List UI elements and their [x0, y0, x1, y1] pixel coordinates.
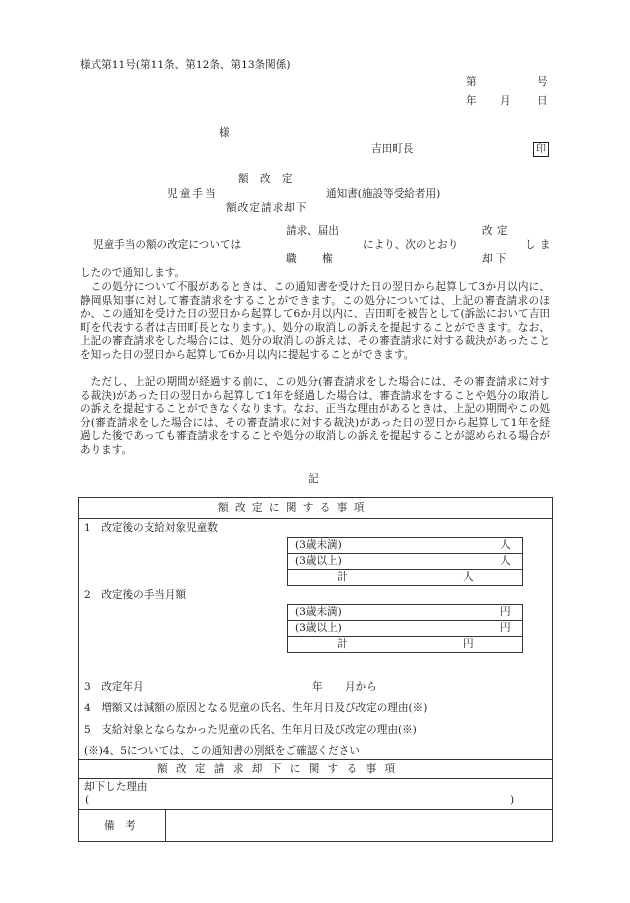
children-total-unit: 人 — [463, 571, 474, 583]
table-line — [287, 636, 523, 637]
section2-header: 額 改 定 請 求 却 下 に 関 す る 事 項 — [157, 763, 396, 775]
date-day: 日 — [537, 95, 548, 107]
table-line — [78, 778, 553, 779]
amount-under3-label: (3歳未満) — [295, 606, 342, 618]
children-over3-unit: 人 — [500, 555, 511, 567]
table-line — [78, 518, 553, 519]
paren-open: ( — [85, 794, 90, 806]
table-line — [287, 620, 523, 621]
table-line — [287, 569, 523, 570]
table-line — [78, 809, 553, 810]
remarks-label: 備 考 — [104, 820, 136, 832]
item3-year: 年 — [312, 681, 323, 693]
item3-month: 月から — [345, 681, 377, 693]
amount-under3-unit: 円 — [500, 606, 511, 618]
children-total-label: 計 — [337, 571, 348, 583]
intro-middle: により、次のとおり — [363, 239, 459, 251]
amount-over3-label: (3歳以上) — [295, 622, 342, 634]
title-line3: 額改定請求却下 — [226, 202, 308, 214]
body-paragraph-2: ただし、上記の期間が経過する前に、この処分(審査請求をした場合には、その審査請求に対する裁決)があった日の翌日から起算して1年を経過した場合は、審査請求をすることや処分の取消しの訴えを提起することができなくなります。なお、正当な理由があるときは、上記の期間やこの処分(審査請求をした場合には、その審査請求に対する裁決)があった日の翌日から起算して1年を経過した後であっても審査請求をすることや処分の取消しの訴えを提起することが認められる場合があります。 — [80, 376, 550, 456]
intro-bottom-middle-2: 権 — [322, 253, 333, 265]
intro-left: 児童手当の額の改定については — [93, 239, 242, 251]
item3-label: 3 改定年月 — [84, 681, 144, 693]
section1-header: 額 改 定 に 関 す る 事 項 — [218, 502, 365, 514]
children-under3-label: (3歳未満) — [295, 539, 342, 551]
table-line — [287, 553, 523, 554]
intro-right-top: しま — [525, 239, 555, 251]
seal-mark: 印 — [533, 142, 549, 157]
title-line2-right: 通知書(施設等受給者用) — [326, 188, 441, 200]
table-line — [165, 809, 166, 842]
table-line — [78, 759, 553, 760]
intro-bottom-right: 却下 — [482, 253, 510, 265]
form-number: 様式第11号(第11条、第12条、第13条関係) — [80, 59, 291, 71]
paren-close: ) — [510, 794, 515, 806]
title-line2-left: 児童手当 — [167, 188, 218, 200]
reject-reason-label: 却下した理由 — [84, 781, 148, 793]
date-month: 月 — [500, 95, 511, 107]
amount-over3-unit: 円 — [500, 622, 511, 634]
issuer-name: 吉田町長 — [371, 143, 414, 155]
number-label: 第 — [466, 76, 477, 88]
body-paragraph-1: この処分について不服があるときは、この通知書を受けた日の翌日から起算して3か月以内に、静岡県知事に対して審査請求をすることができます。この処分については、上記の審査請求のほか、この通知を受けた日の翌日から起算して6か月以内に、吉田町を被告として(訴訟において吉田町を代表する者は吉田町長となります。)、処分の取消しの訴えを提起することができます。なお、上記の審査請求をした場合には、処分の取消しの訴えは、その審査請求に対する裁決があったことを知った日の翌日から起算して6か月以内に提起することができます。 — [80, 281, 550, 361]
children-under3-unit: 人 — [500, 539, 511, 551]
date-year: 年 — [466, 95, 477, 107]
item5-label: 5 支給対象とならなかった児童の氏名、生年月日及び改定の理由(※) — [84, 724, 417, 736]
intro-top-middle: 請求、届出 — [286, 225, 339, 237]
intro-top-right: 改定 — [482, 225, 512, 237]
item1-label: 1 改定後の支給対象児童数 — [84, 522, 218, 534]
note-text: (※)4、5については、この通知書の別紙をご確認ください — [84, 745, 360, 757]
addressee-suffix: 様 — [219, 127, 230, 139]
number-suffix: 号 — [537, 76, 548, 88]
intro-bottom-middle-1: 職 — [286, 253, 297, 265]
intro-continuation: したので通知します。 — [80, 267, 186, 279]
ki-heading: 記 — [308, 473, 319, 485]
title-line1: 額 改 定 — [238, 173, 293, 185]
children-over3-label: (3歳以上) — [295, 555, 342, 567]
item2-label: 2 改定後の手当月額 — [84, 589, 187, 601]
item4-label: 4 増額又は減額の原因となる児童の氏名、生年月日及び改定の理由(※) — [84, 702, 428, 714]
amount-total-unit: 円 — [463, 638, 474, 650]
amount-total-label: 計 — [337, 638, 348, 650]
